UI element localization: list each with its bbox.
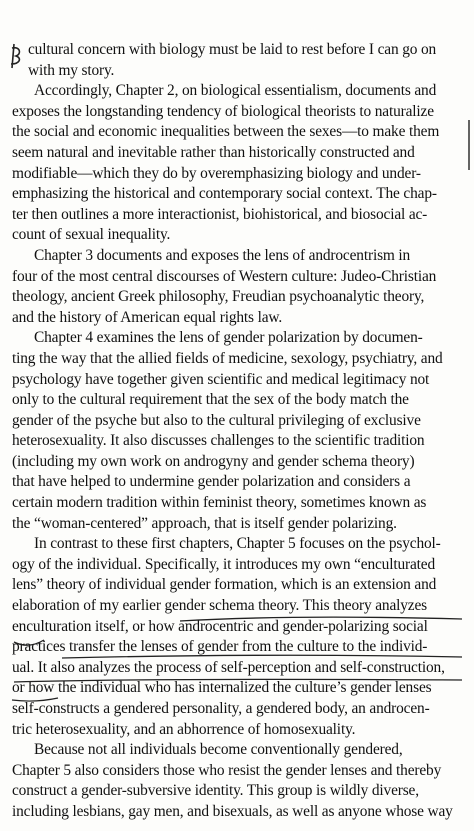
text-line: In contrast to these first chapters, Chapter 5 focuses on the psychol- bbox=[34, 535, 441, 553]
text-line: and the history of American equal rights law. bbox=[12, 308, 283, 326]
text-line: lens” theory of individual gender formation, which is an extension and bbox=[12, 576, 437, 594]
text-line: count of sexual inequality. bbox=[12, 226, 171, 244]
paragraph-6 bbox=[12, 740, 467, 822]
text-line: including lesbians, gay men, and bisexuals, as well as anyone whose way bbox=[12, 802, 453, 820]
body-text bbox=[12, 40, 467, 823]
text-line: the social and economic inequalities between the sexes—to make them bbox=[12, 123, 440, 141]
text-line: elaboration of my earlier gender schema theory. This theory analyzes bbox=[12, 597, 428, 615]
text-line: Because not all individuals become conventionally gendered, bbox=[34, 741, 403, 759]
text-line: self-constructs a gendered personality, a gendered body, an androcen- bbox=[12, 700, 430, 717]
text-line: ter then outlines a more interactionist, biohistorical, and biosocial ac- bbox=[12, 205, 428, 223]
text-line: gender of the psyche but also to the cultural privileging of exclusive bbox=[12, 411, 421, 429]
text-line: tric heterosexuality, and an abhorrence of homosexuality. bbox=[12, 720, 356, 738]
text-line: the “woman-centered” approach, that is itself gender polarizing. bbox=[12, 514, 397, 532]
text-line: Accordingly, Chapter 2, on biological essentialism, documents and bbox=[34, 82, 437, 100]
text-line: with my story. bbox=[28, 61, 115, 79]
text-line: exposes the longstanding tendency of biological theorists to naturalize bbox=[12, 102, 434, 120]
paragraph-4 bbox=[12, 328, 467, 534]
text-line: (including my own work on androgyny and gender schema theory) bbox=[12, 452, 415, 470]
text-line: that have helped to undermine gender polarization and considers a bbox=[12, 473, 411, 491]
text-line: only to the cultural requirement that the sex of the body match the bbox=[12, 391, 409, 409]
text-line: Chapter 3 documents and exposes the lens of androcentrism in bbox=[34, 246, 411, 264]
paragraph-3 bbox=[12, 246, 467, 328]
text-line: construct a gender-subversive identity. This group is wildly diverse, bbox=[12, 782, 419, 800]
text-line: theology, ancient Greek philosophy, Freudian psychoanalytic theory, bbox=[12, 288, 425, 306]
text-line: ogy of the individual. Specifically, it introduces my own “enculturated bbox=[12, 555, 436, 573]
text-line: certain modern tradition within feminist theory, sometimes known as bbox=[12, 494, 427, 512]
text-line: ting the way that the allied fields of medicine, sexology, psychiatry, and bbox=[12, 349, 443, 367]
paragraph-2 bbox=[12, 81, 467, 246]
text-line: Chapter 5 also considers those who resist the gender lenses and thereby bbox=[12, 761, 442, 779]
text-line: enculturation itself, or how androcentric and gender-polarizing social bbox=[12, 617, 428, 635]
text-line: practices transfer the lenses of gender from the culture to the individ- bbox=[12, 638, 428, 656]
text-line: modifiable—which they do by overemphasizing biology and under- bbox=[12, 164, 421, 182]
text-line: heterosexuality. It also discusses challenges to the scientific tradition bbox=[12, 432, 425, 450]
paragraph-1 bbox=[12, 40, 467, 81]
text-line: four of the most central discourses of Western culture: Judeo-Christian bbox=[12, 267, 437, 285]
text-line: seem natural and inevitable rather than historically constructed and bbox=[12, 143, 415, 161]
text-line: psychology have together given scientific and medical legitimacy not bbox=[12, 370, 430, 388]
text-line: or how the individual who has internalized the culture’s gender lenses bbox=[12, 679, 432, 697]
text-line: cultural concern with biology must be laid to rest before I can go on bbox=[28, 41, 437, 58]
text-line: Chapter 4 examines the lens of gender polarization by documen- bbox=[34, 329, 423, 347]
text-line: emphasizing the historical and contemporary social context. The chap- bbox=[12, 185, 437, 203]
text-line: ual. It also analyzes the process of self-perception and self-construction, bbox=[12, 658, 445, 676]
paragraph-5 bbox=[12, 534, 467, 740]
